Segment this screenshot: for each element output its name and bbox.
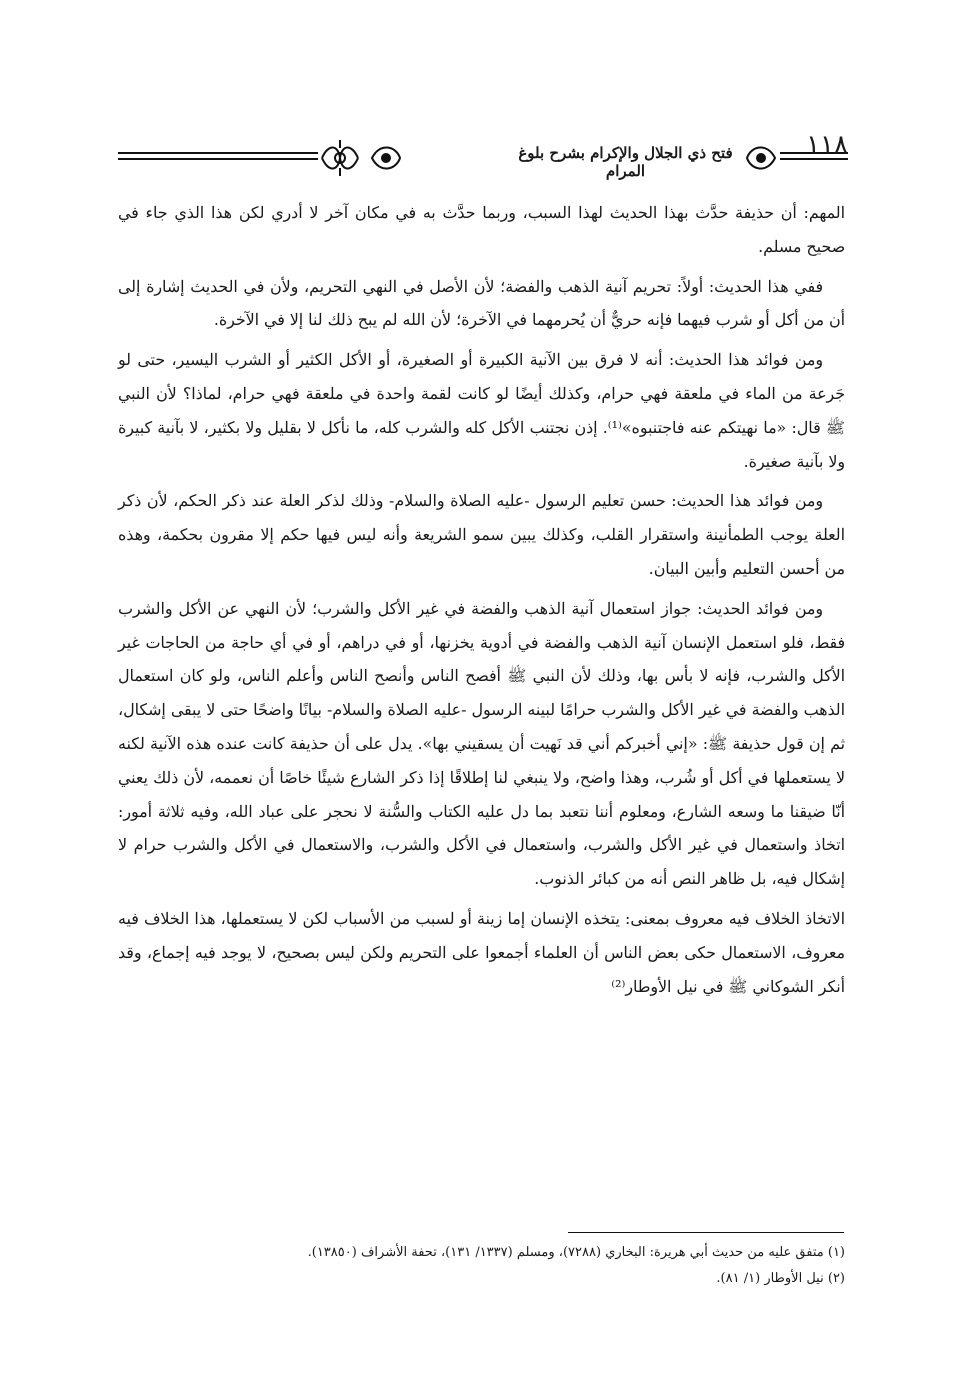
ornament-title-left-icon (368, 136, 404, 180)
footnote: (١) متفق عليه من حديث أبي هريرة: البخاري (٧٢٨٨)، ومسلم (١٣٣٧/ ١٣١)، تحفة الأشراف (١٣٨٥٠). (307, 1245, 845, 1260)
paragraph: ومن فوائد الحديث: جواز استعمال آنية الذهب والفضة في غير الأكل والشرب؛ لأن النهي عن الأكل والشرب فقط، فلو استعمل الإنسان آنية الذهب والفضة في أدوية يخزنها، أو في دراهم، أو في أي حاجة من الحاجات غير الأكل والشرب، فإنه لا بأس بها، وذلك لأن النبي ﷺ أفصح الناس وأنصح الناس وأعلم الناس، ولو كان استعمال الذهب والفضة في غير الأكل والشرب حرامًا لبينه الرسول -عليه الصلاة والسلام- بيانًا واضحًا حتى لا يبقى إشكال، ثم إن قول حذيفة ﷺ: «إني أخبركم أني قد نَهيت أن يسقيني بها». يدل على أن حذيفة كانت عنده هذه الآنية لكنه لا يستعملها في أكل أو شُرب، وهذا واضح، ولا ينبغي لنا إطلاقًا إذا ذكر الشارع شيئًا خاصًا أن نعممه، لأن ذلك يعني أنّا ضيقنا ما وسعه الشارع، ومعلوم أننا نتعبد بما دل عليه الكتاب والسُّنة لا نحجر على عباد الله، وفيه ثلاثة أمور: اتخاذ واستعمال في غير الأكل والشرب، واستعمال في الأكل والشرب، والاستعمال في الأكل والشرب حرام لا إشكال فيه، بل ظاهر النص أنه من كبائر الذنوب. (118, 598, 845, 889)
ornament-left-icon (318, 136, 362, 180)
page-header (118, 118, 848, 198)
paragraph: المهم: أن حذيفة حدَّث بهذا الحديث لهذا السبب، وربما حدَّث به في مكان آخر لا أدري لكن هذا الذي جاء في صحيح مسلم. (118, 203, 845, 256)
header-rule-left-2 (118, 158, 318, 160)
page-number: ١١٨ (806, 130, 848, 160)
footnotes (118, 1240, 845, 1292)
paragraph: ومن فوائد هذا الحديث: حسن تعليم الرسول -عليه الصلاة والسلام- وذلك لذكر العلة عند ذكر الحكم، لأن ذكر العلة يوجب الطمأنينة واستقرار القلب، وكذلك يبين سمو الشريعة وأنه ليس فيها حكم إلا مقرون بحكمة، وهذه من أحسن التعليم وأبين البيان. (118, 491, 845, 578)
paragraph: ففي هذا الحديث: أولاً: تحريم آنية الذهب والفضة؛ لأن الأصل في النهي التحريم، ولأن في الحديث إشارة إلى أن من أكل أو شرب فيهما فإنه حريٌّ أن يُحرمهما في الآخرة؛ لأن الله لم يبح ذلك لنا إلا في الآخرة. (118, 276, 845, 330)
main-text (118, 196, 845, 1009)
paragraph: ومن فوائد هذا الحديث: أنه لا فرق بين الآنية الكبيرة أو الصغيرة، أو الأكل الكثير أو الشرب اليسير، حتى لو جَرعة من الماء في ملعقة فهي حرام، وكذلك أيضًا لو كانت لقمة واحدة في ملعقة فهي حرام، لماذا؟ لأن النبي ﷺ قال: «ما نهيتكم عنه فاجتنبوه»⁽¹⁾. إذن نجتنب الأكل كله والشرب كله، ما نأكل لا بقليل ولا بكثير، لا بآنية كبيرة ولا بآنية صغيرة. (118, 350, 845, 471)
paragraph: الاتخاذ الخلاف فيه معروف بمعنى: يتخذه الإنسان إما زينة أو لسبب من الأسباب لكن لا يستعملها، هذا الخلاف فيه معروف، الاستعمال حكى بعض الناس أن العلماء أجمعوا على التحريم ولكن ليس بصحيح، لا يوجد فيه إجماع، وقد أنكر الشوكاني ﷺ في نيل الأوطار⁽²⁾ (118, 908, 845, 996)
footnote: (٢) نيل الأوطار (١/ ٨١). (716, 1271, 845, 1286)
ornament-title-right-icon (743, 136, 779, 180)
book-title: فتح ذي الجلال والإكرام بشرح بلوغ المرام (518, 144, 733, 180)
footnote-separator (568, 1232, 844, 1233)
header-rule-left (118, 152, 318, 154)
